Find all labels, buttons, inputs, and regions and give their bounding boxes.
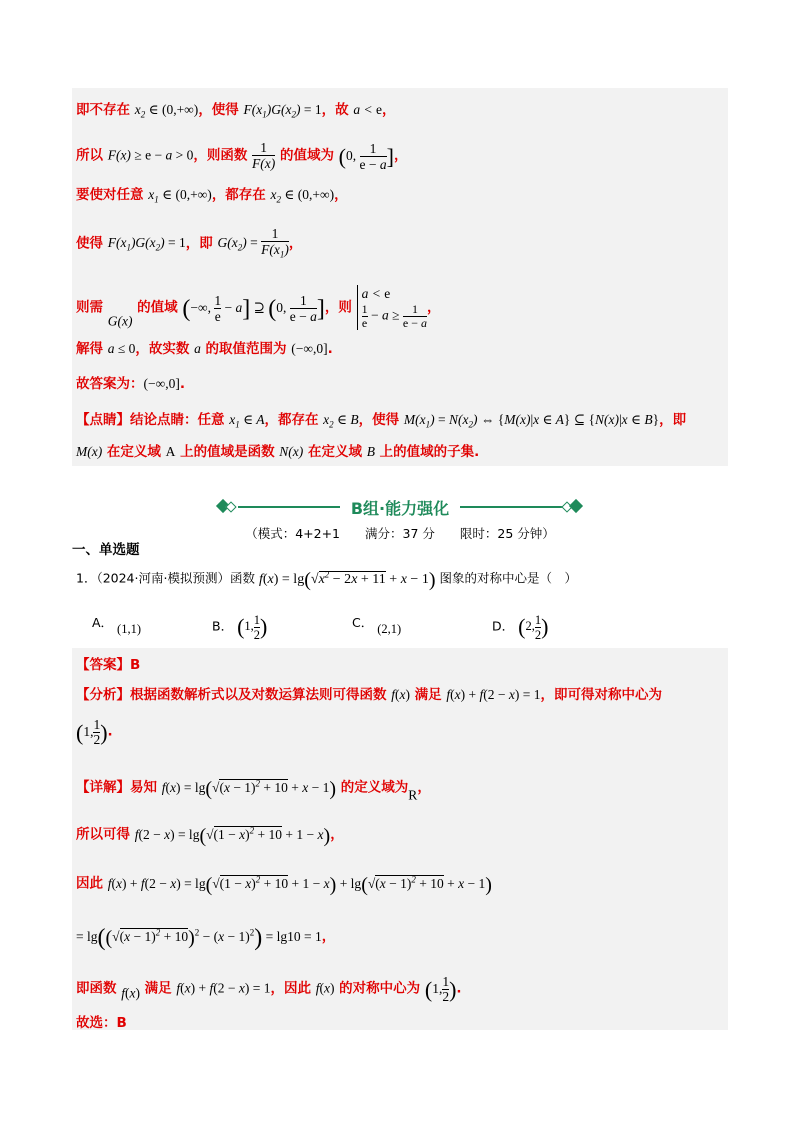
- question-source: （2024·河南·模拟预测）: [96, 570, 230, 586]
- solution-line-2: 所以 F(x) ≥ e − a > 0，则函数 $\frac{1}{F(x)}$ 的值域为 (0, $\frac{1}{e - a}$ ]，: [76, 140, 408, 172]
- solution-line-8: 【点睛】结论点睛：任意 $x_1$ ∈ A，都存在 $x_2$ ∈ B，使得 $M(x_1) = N(x_2)$ ⇔ {M(x)|x ∈ A} ⊆ {N(x)|x ∈ B}，即: [76, 412, 687, 430]
- solution-line-6: 解得 a ≤ 0，故实数 a 的取值范围为 (−∞,0].: [76, 341, 333, 357]
- solution-line-3: 要使对任意 $x_1$ ∈ (0,+∞)，都存在 $x_2$ ∈ (0,+∞)，: [76, 187, 348, 205]
- option-b-label: B．: [212, 618, 234, 634]
- analysis-line-2: ($1,\frac{1}{2}$ ).: [76, 717, 113, 747]
- banner-title: B组·能力强化: [350, 499, 450, 518]
- detail-line-1: 【详解】易知 $f(x) = \lg(√(x - 1)^2 + 10 + x - 1)$ 的定义域为R，: [76, 777, 431, 803]
- detail-text-5b: 满足: [144, 980, 172, 997]
- solution-line-1: 即不存在 $x_2$ ∈ (0,+∞)，使得 $F(x_1)G(x_2) = 1$，故 a < e，: [76, 102, 396, 120]
- detail-line-2: 所以可得 $f(2 - x) = \lg(√(1 - x)^2 + 10 + 1 - x)$，: [76, 824, 344, 847]
- detail-line-3: 因此 $f(x) + f(2 - x) = \lg(√(1 - x)^2 + 10 + 1 - x) + \lg(√(x - 1)^2 + 10 + x - 1)$: [76, 873, 492, 896]
- analysis-label: 【分析】: [76, 687, 130, 703]
- detail-text-5d: 的对称中心为: [339, 980, 421, 997]
- detail-text-5c: ，因此: [270, 980, 311, 997]
- analysis-text-1: 根据函数解析式以及对数运算法则可得函数: [130, 687, 387, 703]
- analysis-text-2: 满足: [414, 687, 442, 703]
- option-a[interactable]: [92, 613, 141, 639]
- banner-mode-text: （模式：4+2+1 满分：37 分 限时：25 分钟）: [245, 526, 555, 541]
- answer-line: [76, 655, 140, 675]
- option-a-label: A．: [92, 615, 114, 630]
- detail-line-4: = $\lg((√(x - 1)^2 + 10)^2 - (x - 1)^2) = \lg 10 = 1$，: [76, 924, 336, 951]
- option-b-value: ($1,\frac{1}{2}$ ): [237, 613, 268, 642]
- detail-line-5: 即函数 f(x) 满足 f(x) + f(2 − x) = 1，因此 f(x) 的对称中心为 ($1,\frac{1}{2}$ ).: [76, 974, 462, 1004]
- solution-line-7: 故答案为：(−∞,0].: [76, 376, 185, 392]
- option-a-value: (1,1): [117, 622, 141, 636]
- solution-line-9: M(x) 在定义域 A 上的值域是函数 N(x) 在定义域 B 上的值域的子集.: [76, 444, 480, 460]
- section-banner: [218, 497, 582, 517]
- banner-right-rule: [460, 506, 562, 508]
- detail-text-1b: 的定义域为: [340, 779, 409, 796]
- detail-text-1a: 易知: [130, 779, 157, 796]
- question-stem: [76, 564, 577, 590]
- banner-left-rule: [238, 506, 340, 508]
- question-formula: $f(x) = \lg(√x^2 - 2x + 11 + x - 1)$: [258, 568, 436, 591]
- detail-text-5a: 即函数: [76, 980, 117, 997]
- solution-line-5: 则需 G(x) 的值域 (−∞, $\frac{1}{e}$ − a] ⊇ (0, $\frac{1}{e - a}$ ]，则 a < e $\frac{1}{e}$ − $a \ge \frac{1}{e - a}$ ，: [76, 286, 441, 330]
- answer-label: 【答案】: [76, 657, 130, 673]
- question-number: 1．: [76, 570, 97, 586]
- detail-label: 【详解】: [76, 779, 130, 796]
- option-d-label: D．: [492, 618, 515, 634]
- question-stem-a: 函数: [229, 570, 255, 586]
- analysis-text-3: ，即可得对称中心为: [540, 687, 662, 703]
- banner-right-diamond-icon: [569, 499, 583, 513]
- question-stem-b: 图象的对称中心是（ ）: [439, 570, 577, 586]
- option-d[interactable]: [492, 613, 548, 642]
- analysis-line-1: 【分析】根据函数解析式以及对数运算法则可得函数 f(x) 满足 f(x) + f(2 − x) = 1，即可得对称中心为: [76, 687, 662, 703]
- solution-line-4: 使得 $F(x_1)G(x_2) = 1$，即 $G(x_2) = \frac{1}{F(x_1)}$ ，: [76, 226, 302, 263]
- option-c[interactable]: [352, 613, 401, 639]
- detail-text-3: 因此: [76, 875, 103, 892]
- option-c-value: (2,1): [377, 622, 402, 636]
- detail-text-2: 所以可得: [76, 826, 130, 843]
- section-heading: 一、单选题: [72, 542, 140, 558]
- option-c-label: C．: [352, 615, 374, 630]
- answer-value: B: [130, 657, 141, 673]
- detail-line-6: 故选：B: [76, 1015, 127, 1031]
- detail-domain-r: R: [408, 787, 418, 803]
- option-b[interactable]: [212, 613, 267, 642]
- option-d-value: ($2,\frac{1}{2}$ ): [518, 613, 549, 642]
